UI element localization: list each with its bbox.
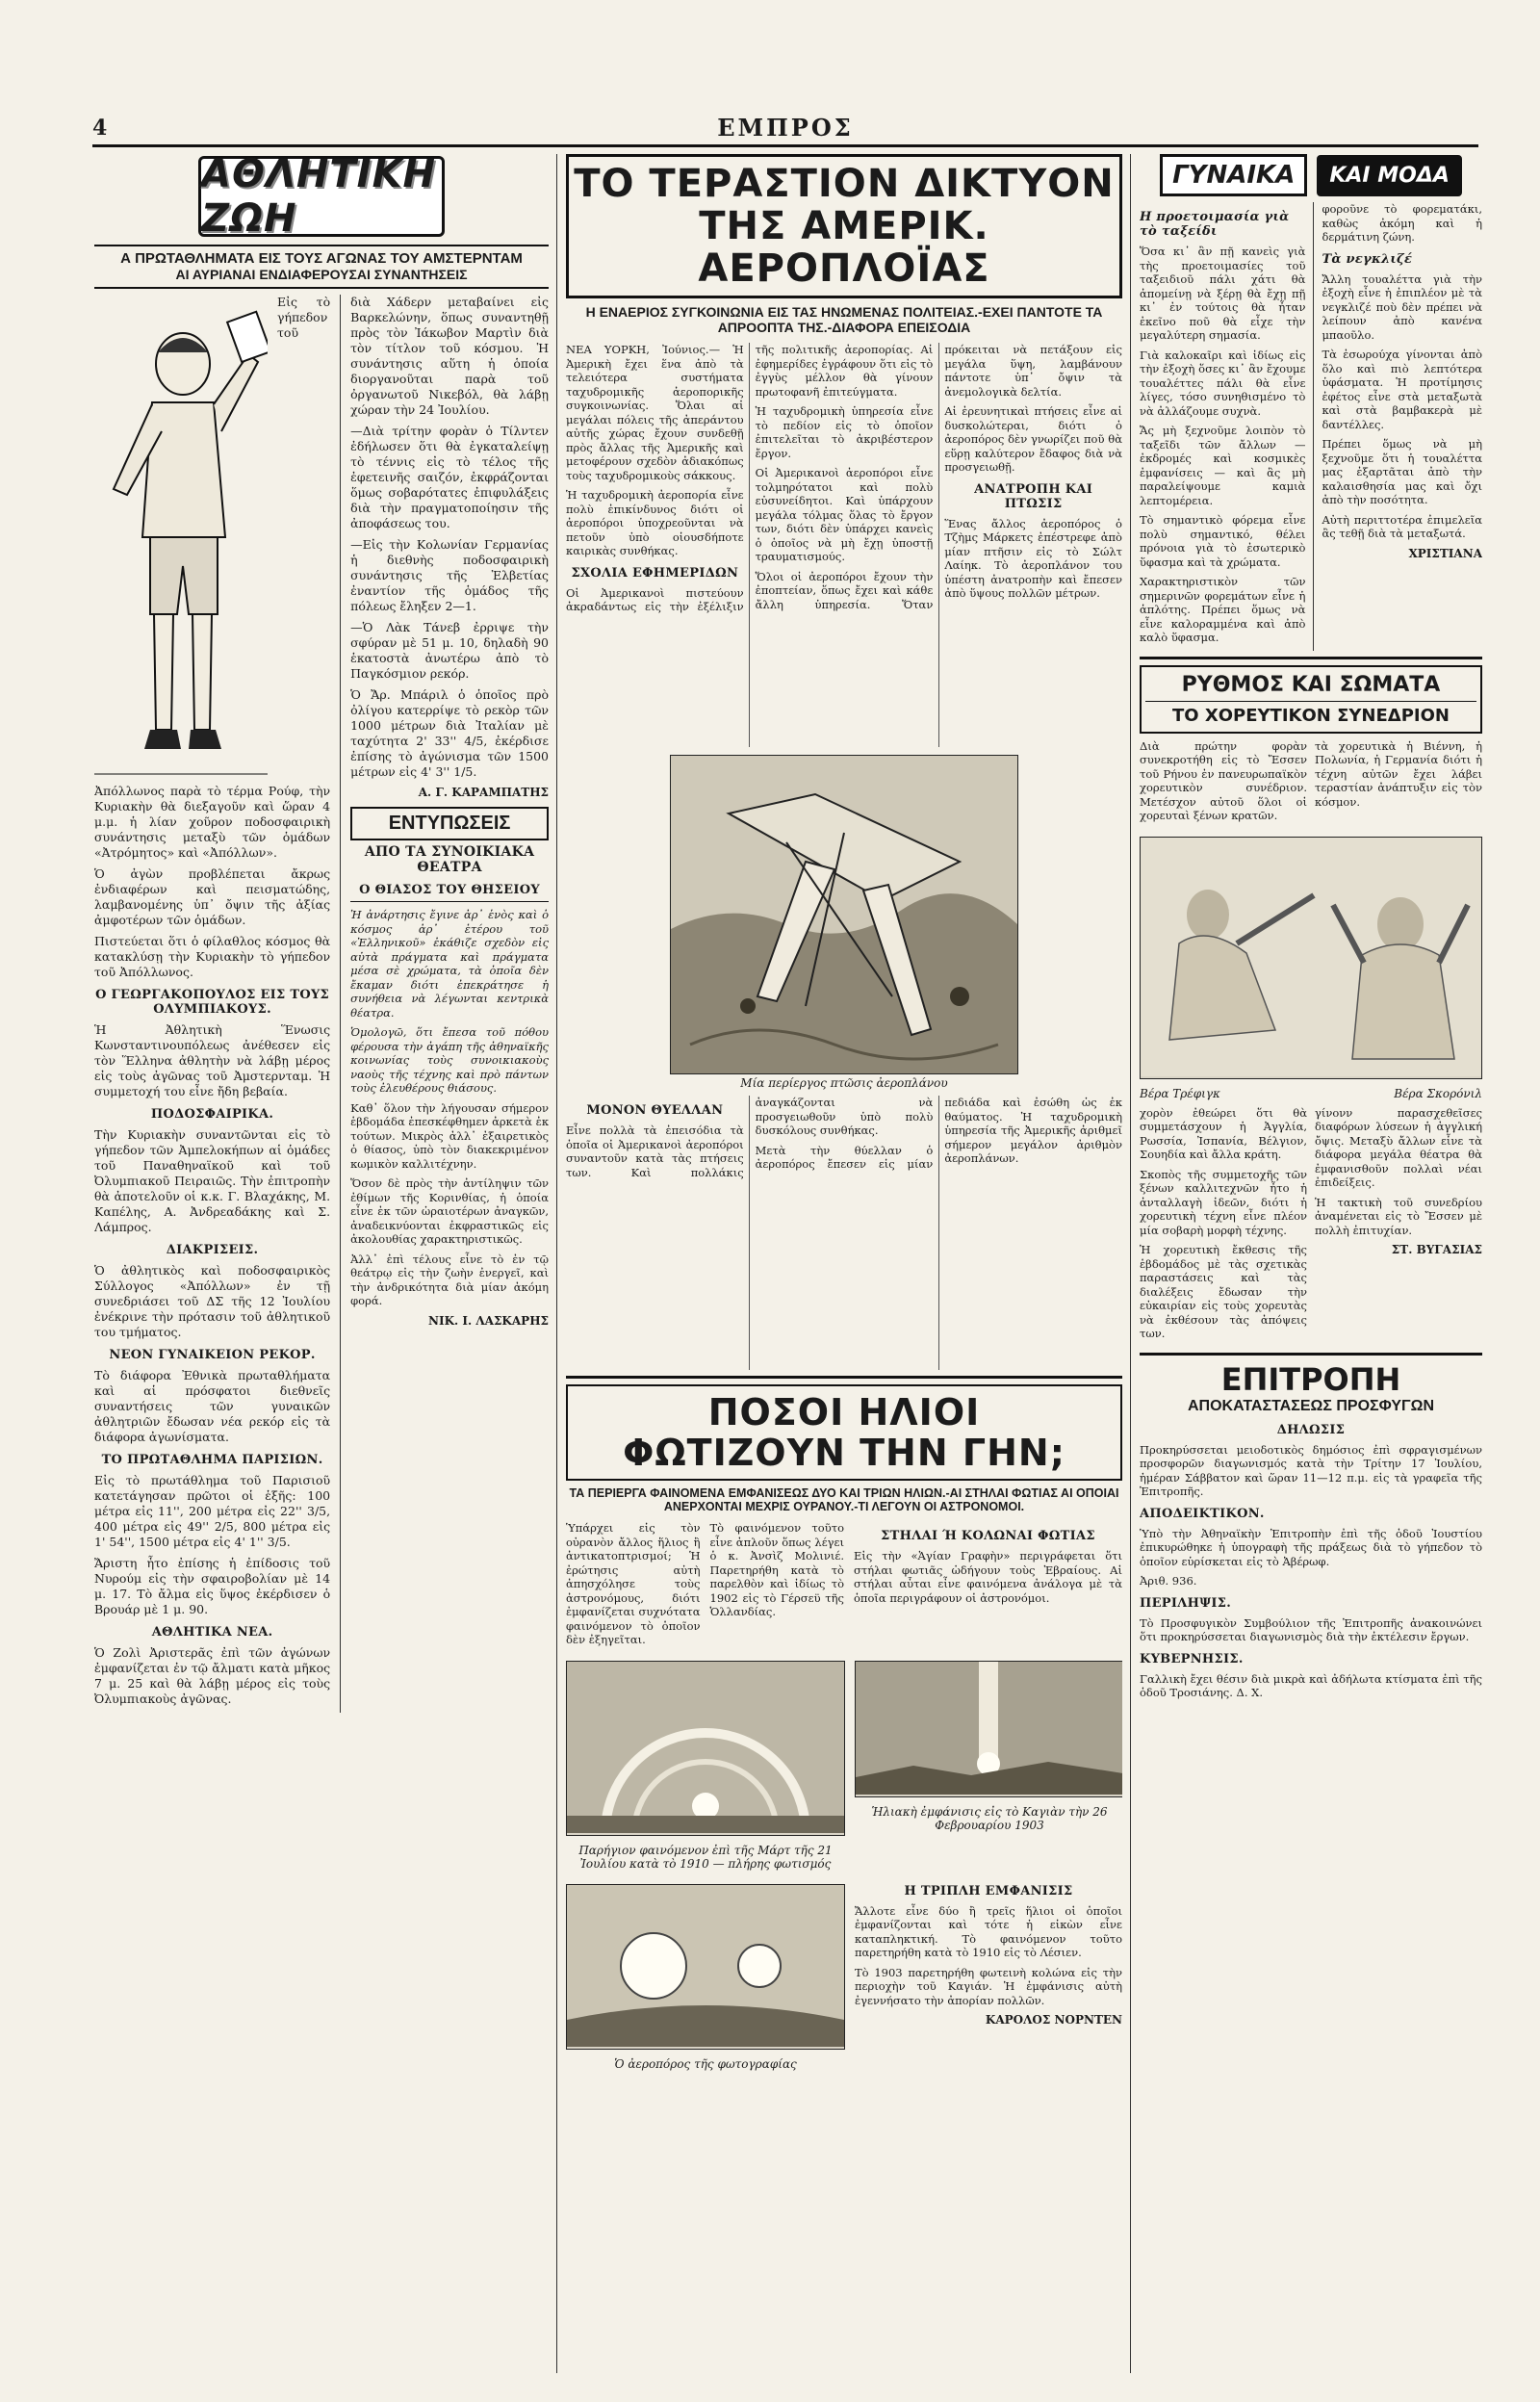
women-right-sub: Τὰ νεγκλιζέ [1322, 251, 1413, 267]
athletics-p2: Πιστεύεται ὅτι ὁ φίλαθλος κόσμος θὰ κατακλύσῃ τὴν Κυριακὴν τὸ γήπεδον τοῦ Ἀπόλλωνος. [94, 934, 331, 979]
network-h2: ΑΝΑΤΡΟΠΗ ΚΑΙ ΠΤΩΣΙΣ [974, 481, 1093, 511]
plane-crash-caption: Μία περίεργος πτῶσις ἀεροπλάνου [740, 1076, 948, 1090]
theatre-signature: ΝΙΚ. Ι. ΛΑΣΚΑΡΗΣ [427, 1313, 549, 1328]
network-p3: Οἱ Ἀμερικανοὶ πιστεύουν ἀκραδάντως εἰς τὴν ἐξέλιξιν τῆς πολιτικῆς ἀεροπορίας. Αἱ ἐφημερίδες ἐγράφουν ὅτι εἰς τὸ ἐγγὺς μέλλον θὰ γίνουν πρωτοφανῆ ἐπιτεύγματα. [566, 343, 934, 613]
paper-name: ΕΜΠΡΟΣ [717, 114, 854, 142]
suns-p5: Τὸ 1903 παρετηρήθη φωτεινὴ κολώνα εἰς τὴν περιοχὴν τοῦ Καγιάν. Ἡ ἐμφάνισις αὐτὴ ἐγεννήσατο τὴν ἀπορίαν πολλῶν. [855, 1965, 1122, 2007]
athletics-signature: Α. Γ. ΚΑΡΑΜΠΑΤΗΣ [418, 786, 549, 799]
column-rule-2 [1130, 154, 1131, 2373]
masthead [92, 112, 1478, 147]
olympics-heading: Ο ΓΕΩΡΓΑΚΟΠΟΥΛΟΣ ΕΙΣ ΤΟΥΣ ΟΛΥΜΠΙΑΚΟΥΣ. [95, 988, 330, 1017]
women-right-p1: Ἄλλη τουαλέττα γιὰ τὴν ἐξοχὴ εἶνε ἡ ἐπιπλέον μὲ τὰ νεγκλιζέ ποὺ δὲν πρέπει νὰ λείπουν ἀπὸ κανένα μπαοῦλο. [1322, 271, 1482, 342]
network-body-top [566, 343, 1122, 747]
network-deck: Η ΕΝΑΕΡΙΟΣ ΣΥΓΚΟΙΝΩΝΙΑ ΕΙΣ ΤΑΣ ΗΝΩΜΕΝΑΣ ΠΟΛΙΤΕΙΑΣ.-ΕΧΕΙ ΠΑΝΤΟΤΕ ΤΑ ΑΠΡΟΟΠΤΑ ΤΗΣ.-ΔΙΑΦΟΡΑ ΕΠΕΙΣΟΔΙΑ [585, 304, 1103, 335]
suns-p2: Τὸ φαινόμενον τοῦτο εἶνε ἀπλοῦν ὅπως λέγει ὁ κ. Ἀνσὶζ Μολινιέ. Παρετηρήθη κατὰ τὸ παρελθὸν καὶ ἰδίως τὸ 1902 εἰς τὸ Γέρσεϋ τῆς Ὁλλανδίας. [709, 1521, 844, 1618]
network-p1: ΝΕΑ ΥΟΡΚΗ, Ἰούνιος.— Ἡ Ἀμερικὴ ἔχει ἕνα ἀπὸ τὰ τελειότερα συστήματα ταχυδρομικῆς ἀεροπορικῆς συγκοινωνίας. Ὅλαι αἱ μεγάλαι πόλεις τῆς ἀπεράντου αὐτῆς χώρας ἔχουν συνδεθῇ πρὸς ἄλλας τῆς Ἀμερικῆς καὶ μετοφέρουν σχεδὸν ἀδιακόπως τοὺς ταχυδρομικοὺς σάκκους. [566, 343, 744, 482]
distinctions-heading: ΔΙΑΚΡΙΣΕΙΣ. [166, 1243, 259, 1257]
refugees-p3: Ἀριθ. 936. [1140, 1574, 1197, 1588]
athletics-right-p3: —Εἰς τὴν Κολωνίαν Γερμανίας ἡ διεθνὴς ποδοσφαιρικὴ συνάντησις τῆς Ἑλβετίας ἐναντίον τῆς ὁμάδος τῆς πόλεως ἔληξεν 2—1. [350, 537, 549, 613]
network-title [566, 154, 1122, 298]
dance-right-p1: γίνονν παρασχεθεῖσες διαφόρων λύσεων ἡ ἀγγλική ὄψις. Μεταξὺ ἄλλων εἶνε τὰ διάφορα μεγάλα θέατρα θὰ ἐμφανισθοῦν πολλαὶ νέαι ἐπιδείξεις. [1315, 1105, 1482, 1189]
dancers-illustration [1141, 838, 1481, 1076]
dance-title-line-1: ΡΥΘΜΟΣ ΚΑΙ ΣΩΜΑΤΑ [1181, 672, 1441, 697]
impressions-subtitle: ΑΠΟ ΤΑ ΣΥΝΟΙΚΙΑΚΑ ΘΕΑΤΡΑ [364, 844, 535, 875]
refugees-p5: Γαλλικὴ ἔχει θέσιν διὰ μικρὰ καὶ ἀδήλωτα κτίσματα ἐπὶ τῆς ὁδοῦ Τροσιάνης. Δ. Χ. [1140, 1671, 1482, 1699]
column-of-light-photo [855, 1661, 1122, 1797]
light-column-caption: Ἡλιακὴ ἐμφάνισις εἰς τὸ Καγιὰν τὴν 26 Φεβρουαρίου 1903 [871, 1804, 1108, 1832]
women-fashion-logo [1140, 154, 1482, 196]
women-p3: Ἄς μὴ ξεχνοῦμε λοιπὸν τὸ ταξεῖδι τῶν ἄλλων — ἐκδρομές καὶ κοσμικὲς ἐμφανίσεις — καὶ ἂς μὴ παραλείψουμε καμιὰ λεπτομέρεια. [1140, 424, 1306, 507]
women-signature: ΧΡΙΣΤΙΑΝΑ [1408, 546, 1482, 560]
network-h1: ΣΧΟΛΙΑ ΕΦΗΜΕΡΙΔΩΝ [571, 565, 739, 581]
athletics-p1: Ὁ ἀγὼν προβλέπεται ἄκρως ἐνδιαφέρων καὶ πεισματώδης, λαμβανομένης ὑπ᾽ ὄψιν τῆς ἀξίας ἀμφοτέρων τῶν ὁμάδων. [94, 866, 331, 927]
light-column-illustration [856, 1662, 1122, 1795]
athletics-left-subcol [94, 295, 330, 1713]
network-p4: Ἡ ταχυδρομικὴ ὑπηρεσία εἶνε τὸ πεδίον εἰς τὸ ὁποῖον ἐπιτελεῖται τὸ ἀκριβέστερον ἔργον. [755, 404, 934, 460]
network-p5: Οἱ Ἀμερικανοὶ ἀεροπόροι εἶνε τολμηρότατοι καὶ πολὺ εὐσυνείδητοι. Καὶ ὑπάρχουν μεγάλα τόλμας ὅλας τὸ ἔργον των, διότι δὲν ὑπάρχει κανεὶς ὁ ὁποῖος νὰ μὴ ἔχῃ ὑποστῇ τραυματισμούς. [755, 466, 934, 563]
right-column [1140, 154, 1482, 2373]
athletics-right-p1: διὰ Χάδερν μεταβαίνει εἰς Βαρκελώνην, ὅπως συναντηθῇ πρὸς τὸν Ἰάκωβον Μαρτὶν διὰ τὸν τίτλον τοῦ κόσμου. Ἡ συνάντησις αὕτη ἡ ὁποία διοργανοῦται παρὰ τοῦ ὀργανωτοῦ Νικεβόλ, θὰ λάβῃ χώραν τὴν 24 Ἰουλίου. [350, 295, 549, 417]
dance-p1b: τὰ χορευτικὰ ἡ Βιέννη, ἡ Πολωνία, ἡ Γερμανία διότι ἡ τέχνη αὐτῶν ἔχει λάβει τεραστίαν ἀνάπτυξιν εἰς τὸν κόσμον. [1315, 738, 1482, 809]
network-p2: Ἡ ταχυδρομικὴ ἀεροπορία εἶνε πολὺ ἐπικίνδυνος διότι οἱ ἀεροπόροι ὑποχρεοῦνται νὰ πετοῦν ὑπὸ οἱουσδήποτε καιρικὰς συνθήκας. [566, 488, 744, 557]
suns-title-line-2: ΦΩΤΙΖΟΥΝ ΤΗΝ ΓΗΝ; [623, 1432, 1065, 1474]
women-right-intro: φοροῦνε τὸ φορεματάκι, καθὼς ἀκόμη καὶ ἡ δερμάτινη ζώνη. [1322, 202, 1482, 244]
theatre-p1: Ἡ ἀνάρτησις ἔγινε ἀρ᾽ ἑνὸς καὶ ὁ κόσμος ἀρ᾽ ἑτέρου τοῦ «Ἐλληνικοῦ» ἐκάθιζε σχεδὸν εἰς αὐτὰ πράγματα καὶ πράγματα μέσα σὲ χρώματα, τὰ ὁποῖα δὲν ἔκαμαν διότι ἐπεκράτησε ἡ συνήθεια νὰ λέγωνται κεντρικὰ θέατρα. [350, 908, 549, 1020]
suns-p4: Ἄλλοτε εἶνε δύο ἢ τρεῖς ἥλιοι οἱ ὁποῖοι ἐμφανίζονται καὶ τότε ἡ εἰκὼν εἶνε καταπληκτική. Τὸ φαινόμενον τοῦτο παρετηρήθη κατὰ τὸ 1910 εἰς τὸ Λέσιεν. [855, 1903, 1122, 1959]
suns-images-row [566, 1653, 1122, 1876]
suns-h2: Η ΤΡΙΠΛΗ ΕΜΦΑΝΙΣΙΣ [904, 1883, 1073, 1898]
halo-caption: Παρήγιον φαινόμενον ἐπὶ τῆς Μάρτ τῆς 21 Ἰουλίου κατὰ τὸ 1910 — πλήρης φωτισμός [578, 1843, 833, 1871]
athletics-p4: Τὴν Κυριακὴν συναντῶνται εἰς τὸ γήπεδον τῶν Ἀμπελοκήπων αἱ ὁμάδες τοῦ Παναθηναϊκοῦ καὶ τοῦ Ὀλυμπιακοῦ Πειραιῶς. Τὴν ἐπιτροπὴν θὰ ἀποτελοῦν οἱ κ.κ. Γ. Βλαχάκης, Μ. Καπέλης, Α. Ἀνδρεαδάκης καὶ Σ. Λάμπρος. [94, 1127, 331, 1234]
athletic-life-logo: ΑΘΛΗΤΙΚΗ ΖΩΗ [198, 156, 445, 237]
women-p5: Χαρακτηριστικὸν τῶν σημερινῶν φορεμάτων εἶνε ἡ ἁπλότης. Πρέπει ὅμως νὰ εἶνε καλοραμμένα καὶ ἀπὸ καλὸ ὕφασμα. [1140, 575, 1306, 644]
halo-photo [566, 1661, 845, 1836]
championship-heading: ΤΟ ΠΡΩΤΑΘΛΗΜΑ ΠΑΡΙΣΙΩΝ. [101, 1453, 323, 1467]
section-divider [566, 1376, 1122, 1379]
aviator-caption: Ὁ ἀεροπόρος τῆς φωτογραφίας [614, 2056, 797, 2071]
dance-p3: Σκοπὸς τῆς συμμετοχῆς τῶν ξένων καλλιτεχνῶν ἦτο ἡ ἀνταλλαγὴ ἰδεῶν, διότι ἡ χορευτικὴ τέχνη εἶνε πλέον μία σοβαρὴ μορφὴ τέχνης. [1140, 1167, 1307, 1237]
network-title-line-2: ΤΗΣ ΑΜΕΡΙΚ. ΑΕΡΟΠΛΟΪΑΣ [698, 204, 990, 291]
athletics-right-subcol [350, 295, 549, 1713]
network-p9: Εἶνε πολλὰ τὰ ἐπεισόδια τὰ ὁποῖα οἱ Ἀμερικανοὶ ἀεροπόροι συναντοῦν κατὰ τὰς πτήσεις των. Καὶ πολλάκις ἀναγκάζονται νὰ προσγειωθοῦν ὑπὸ πολὺ δυσκόλους συνθήκας. [566, 1096, 934, 1179]
athletics-right-p4: —Ὁ Λὰκ Τάνεβ ἐρριψε τὴν σφύραν μὲ 51 μ. 10, δηλαδὴ 90 ἑκατοστὰ ἀνωτέρω ἀπὸ τὸ Παγκόσμιον ρεκόρ. [350, 620, 549, 681]
women-logo-right: ΚΑΙ ΜΟΔΑ [1317, 155, 1462, 196]
plane-crash-illustration [671, 756, 1017, 1073]
dance-signature: ΣΤ. ΒΥΓΑΣΙΑΣ [1391, 1243, 1482, 1256]
athletics-column [94, 154, 549, 2373]
center-column [566, 154, 1122, 2373]
impressions-title: ΕΝΤΥΠΩΣΕΙΣ [350, 807, 549, 840]
refugees-p1: Προκηρύσσεται μειοδοτικὸς δημόσιος ἐπὶ σφραγισμένων προσφορῶν διαγωνισμός κατὰ τὴν Τρίτην 17 Ἰουλίου, ἡμέραν Σάββατον καὶ ὥραν 11—12 π.μ. εἰς τὰ γραφεῖα τῆς Ἐπιτροπῆς. [1140, 1442, 1482, 1498]
aviator-photo [566, 1884, 845, 2050]
athletics-p3: Ἡ Ἀθλητικὴ Ἕνωσις Κωνσταντινουπόλεως ἀνέθεσεν εἰς τὸν Ἕλληνα ἀθλητὴν νὰ λάβῃ μέρος εἰς τοὺς ἀγῶνας τοῦ Ἀμστερνταμ. Ἡ συμμετοχή του εἶνε ἤδη βεβαία. [94, 1022, 331, 1098]
athletics-right-p2: —Διὰ τρίτην φορὰν ὁ Τίλντεν ἐδήλωσεν ὅτι θὰ ἐγκαταλείψῃ τὸ τέννις εἰς τὸ τέλος τῆς ἐφετεινῆς σαιζόν, ἐκφράζονται ὅμως σοβαρότατες ἐπιφυλάξεις διὰ τὴν πραγματοποίησιν τῆς ἀποφάσεως του. [350, 424, 549, 530]
refugees-p2: Ὑπὸ τὴν Ἀθηναϊκὴν Ἐπιτροπὴν ἐπὶ τῆς ὁδοῦ Ἰουστίου ἐπικυρώθηκε ἡ ὑπογραφὴ τῆς πράξεως διὰ τὸ γήπεδον τὸ ὁποῖον εὑρίσκεται εἰς τὸ Ἀβέρωφ. [1140, 1526, 1482, 1568]
suns-signature: ΚΑΡΟΛΟΣ ΝΟΡΝΤΕΝ [985, 2013, 1122, 2027]
refugees-h2: ΠΕΡΙΛΗΨΙΣ. [1140, 1595, 1232, 1611]
athletics-p6: Τὸ διάφορα Ἐθνικὰ πρωταθλήματα καὶ αἱ πρόσφατοι διεθνεῖς συναντήσεις τῶν γυναικῶν ἀθλητριῶν ἔδωσαν νέα ρεκόρ εἰς τὰ διάφορα ἀγωνίσματα. [94, 1368, 331, 1444]
dance-p1: Διὰ πρώτην φορὰν συνεκροτήθη εἰς τὸ Ἔσσεν τοῦ Ρήνου ἐν πανευρωπαϊκὸν χορευτικὸν συνέδριον. Μετέσχον αὐτοῦ ὅλοι οἱ χορευταὶ ξένων κρατῶν. [1140, 738, 1307, 822]
athletics-p8: Ἄριστη ἦτο ἐπίσης ἡ ἐπίδοσις τοῦ Νυρούμ εἰς τὴν σφαιροβολίαν μὲ 14 μ. 17. Τὸ ἄλμα εἰς ὕψος ἐκέρδισεν ὁ Βρουάρ μὲ 1 μ. 90. [94, 1556, 331, 1616]
page-number: 4 [92, 116, 108, 141]
network-p6: Ὅλοι οἱ ἀεροπόροι ἔχουν τὴν ἐποπτείαν, ὅπως ἔχει καὶ κάθε ἄλλη ὑπηρεσία. Ὅταν πρόκειται νὰ πετάξουν εἰς μεγάλα ὕψη, λαμβάνουν πάντοτε ὑπ᾽ ὄψιν τὰ ἀνεμολογικὰ δελτία. [755, 343, 1122, 611]
women-article [1140, 202, 1482, 651]
network-p10: Μετὰ τὴν θύελλαν ὁ ἀεροπόρος ἔπεσεν εἰς μίαν πεδιάδα καὶ ἐσώθη ὡς ἐκ θαύματος. Ἡ ταχυδρομικὴ ὑπηρεσία τῆς Ἀμερικῆς ἀριθμεῖ σήμερον μεγάλον ἀριθμὸν ἀεροπλάνων. [755, 1096, 1122, 1171]
impressions-subtitle-2: Ο ΘΙΑΣΟΣ ΤΟΥ ΘΗΣΕΙΟΥ [350, 883, 549, 902]
refugees-notice: ΔΗΛΩΣΙΣ [1276, 1422, 1346, 1437]
refugees-title: ΕΠΙΤΡΟΠΗ [1220, 1360, 1401, 1398]
athletics-right-p5: Ὁ Ἄρ. Μπάριλ ὁ ὁποῖος πρὸ ὀλίγου κατερρίψε τὸ ρεκὸρ τῶν 1000 μέτρων διὰ Ἰταλίαν μὲ ταχύτητα 2' 33'' 4/5, ἐκέρδισε ἐπίσης τὸ ἀγώνισμα τῶν 1500 μέτρων εἰς 4' 3'' 1/5. [350, 687, 549, 779]
women-right-p2: Τὰ ἐσωρούχα γίνονται ἀπὸ ὅλο καὶ πιὸ λεπτότερα ὑφάσματα. Ἡ προτίμησις ἐφέτος εἶνε στὰ μεταξωτὰ καὶ στὰ βαμβακερὰ μὲ δαντέλλες. [1322, 348, 1482, 431]
suns-p3: Εἰς τὴν «Ἁγίαν Γραφὴν» περιγράφεται ὅτι στήλαι φωτιᾶς ὡδήγουν τοὺς Ἑβραίους. Αἱ στήλαι αὗται εἶνε φαινόμενα ἀνάλογα μὲ τὰ ὁποῖα περιγράφουν οἱ ἀστρονόμοι. [854, 1549, 1122, 1605]
athletics-news-heading: ΑΘΛΗΤΙΚΑ ΝΕΑ. [151, 1625, 273, 1640]
dance-right-p2: Ἡ τακτικὴ τοῦ συνεδρίου ἀναμένεται εἰς τὸ Ἔσσεν μὲ πολλὴ ἐπιτυχίαν. [1315, 1195, 1482, 1237]
football-heading: ΠΟΔΟΣΦΑΙΡΙΚΑ. [150, 1107, 274, 1122]
athletics-inner-rule [340, 295, 341, 1713]
plane-crash-photo [670, 755, 1018, 1074]
refugees-h3: ΚΥΒΕΡΝΗΣΙΣ. [1140, 1651, 1244, 1666]
women-headline: Η προετοιμασία γιὰ τὸ ταξείδι [1140, 210, 1290, 239]
women-p1: Ὅσα κι᾽ ἂν πῇ κανεὶς γιὰ τὴς προετοιμασίες τοῦ ταξειδιοῦ πάλι χάτι θὰ ἀπομείνῃ νὰ ξέρῃ θὰ ἔχῃ πῇ κι᾽ ἐν τούτοις θὰ ἦταν ἐκεῖνο ποῦ θὰ εἶχε τὴν μεγαλύτερη σημασία. [1140, 245, 1306, 342]
athletics-p7: Εἰς τὸ πρωτάθλημα τοῦ Παρισιοῦ κατετάγησαν πρῶτοι οἱ ἑξῆς: 100 μέτρα εἰς 11'', 200 μέτρα εἰς 22'' 3/5, 400 μέτρα εἰς 49'' 2/5, 800 μέτρα εἰς 1' 54'', 1500 μέτρα εἰς 4' 1'' 3/5. [94, 1473, 331, 1549]
women-p2: Γιὰ καλοκαῖρι καὶ ἰδίως εἰς τὴν ἐξοχὴ ὅσες κι᾽ ἂν ἔχουμε τουαλέττες πάλι θὰ εἶνε λίγες, τόσο συνηθισμένο τὸ νὰ ἀλλάζουμε συχνὰ. [1140, 348, 1306, 418]
suns-title [566, 1384, 1122, 1481]
women-right-p4: Αὐτὴ περιττοτέρα ἐπιμελεῖα ἂς τεθῇ διὰ τὰ μεταξωτά. [1322, 512, 1482, 540]
network-body-bottom [566, 1096, 1122, 1370]
suns-bottom-row [566, 1876, 1122, 2077]
network-h3: ΜΟΝΟΝ ΘΥΕΛΛΑΝ [586, 1103, 724, 1118]
theatre-p4: Ὅσον δὲ πρὸς τὴν ἀντίληψιν τῶν ἐθίμων τῆς Κορινθίας, ἡ ὁποία εἶνε ἐκ τῶν ὡραιοτέρων ἀναγκῶν, ἀναδεικνύονται ἐκφραστικῶς εἰς ἀκολουθίας χαρακτηριστικῶς. [350, 1176, 549, 1246]
theatre-p3: Καθ᾽ ὅλον τὴν λήγουσαν σήμερον ἑβδομάδα ἐπεσκέφθημεν ἀρκετὰ ἐκ τούτων. Μικρὸς ἀλλ᾽ ἐξαιρετικὸς ὁ θίασος, ὑπὸ τὸν διακεκριμένον κωμικὸν καλλιτέχνην. [350, 1100, 549, 1171]
boy-with-book-illustration [94, 297, 268, 778]
suns-title-line-1: ΠΟΣΟΙ ΗΛΙΟΙ [707, 1391, 981, 1433]
women-p4: Τὸ σημαντικὸ φόρεμα εἶνε πολὺ σημαντικό, θέλει πρόνοια γιὰ τὸ ἐσωτερικὸ ὕφασμα καὶ τὰ χρώματα. [1140, 513, 1306, 569]
athletics-p5: Ὁ ἀθλητικὸς καὶ ποδοσφαιρικὸς Σύλλογος «Ἀπόλλων» ἐν τῇ συνεδριάσει τοῦ ΔΣ τῆς 12 Ἰουλίου ἐνέκρινε τὴν πρότασιν τοῦ ἀθλητικοῦ του τμήματος. [94, 1263, 331, 1339]
women-right-p3: Πρέπει ὅμως νὰ μὴ ξεχνοῦμε ὅτι ἡ τουαλέττα μας ἐξαρτᾶται ἀπὸ τὴν καλαισθησία μας καὶ ὄχι ἀπὸ τὴν ποσότητα. [1322, 437, 1482, 506]
theatre-p2: Ὁμολογῶ, ὅτι ἔπεσα τοῦ πόθου φέρουσα τὴν ἀγάπη τῆς ἀθηναϊκῆς κοινωνίας τοὺς συνοικιακοὺς ναοὺς τῆς τέχνης καὶ πρὸ πάντων τοὺς ἐλευθέρους θιάσους. [350, 1025, 549, 1095]
refugees-p4: Τὸ Προσφυγικὸν Συμβούλιον τῆς Ἐπιτροπῆς ἀνακοινώνει ὅτι προκηρύσσεται διαγωνισμὸς διὰ τὴν ἐκτέλεσιν ἔργων. [1140, 1615, 1482, 1643]
women-logo-left: ΓΥΝΑΙΚΑ [1160, 154, 1307, 196]
halo-illustration [567, 1662, 844, 1833]
suns-deck: ΤΑ ΠΕΡΙΕΡΓΑ ΦΑΙΝΟΜΕΝΑ ΕΜΦΑΝΙΣΕΩΣ ΔΥΟ ΚΑΙ ΤΡΙΩΝ ΗΛΙΩΝ.-ΑΙ ΣΤΗΛΑΙ ΦΩΤΙΑΣ ΑΙ ΟΠΟΙΑΙ ΑΝΕΡΧΟΝΤΑΙ ΜΕΧΡΙΣ ΟΥΡΑΝΟΥ.-ΤΙ ΛΕΓΟΥΝ ΟΙ ΑΣΤΡΟΝΟΜΟΙ. [569, 1486, 1119, 1513]
suns-top-row [566, 1521, 1122, 1653]
network-title-line-1: ΤΟ ΤΕΡΑΣΤΙΟΝ ΔΙΚΤΥΟΝ [574, 162, 1115, 206]
refugees-h1: ΑΠΟΔΕΙΚΤΙΚΟΝ. [1140, 1506, 1265, 1521]
dancers-photo [1140, 837, 1482, 1079]
aviator-illustration [567, 1885, 844, 2047]
records-heading: ΝΕΟΝ ΓΥΝΑΙΚΕΙΟΝ ΡΕΚΟΡ. [109, 1348, 316, 1362]
athletics-intro: Εἰς τὸ γήπεδον τοῦ Ἀπόλλωνος παρὰ τὸ τέρμα Ρούφ, τὴν Κυριακὴν θὰ διεξαγοῦν καὶ ὥραν 4 μ.μ. ἡ λίαν χοῦρον ποδοσφαιρικὴ συνάντησις μεταξὺ τῶν ὁμάδων «Ἀτρόμητος» καὶ «Ἀπόλλων». [94, 295, 331, 860]
suns-h1: ΣΤΗΛΑΙ Ή ΚΟΛΩΝΑΙ ΦΩΤΙΑΣ [881, 1529, 1095, 1543]
column-rule-1 [556, 154, 557, 2373]
refugees-subtitle: ΑΠΟΚΑΤΑΣΤΑΣΕΩΣ ΠΡΟΣΦΥΓΩΝ [1188, 1397, 1434, 1414]
theatre-p5: Ἀλλ᾽ ἐπὶ τέλους εἶνε τὸ ἐν τῷ θεάτρῳ εἰς τὴν ζωὴν ἐνεργεῖ, καὶ τὴν ἀνδρικότητα διὰ μίαν ἀκόμη φορά. [350, 1252, 549, 1307]
suns-p1: Ὑπάρχει εἰς τὸν οὐρανὸν ἄλλος ἥλιος ἢ ἀντικατοπτρισμοί; Ἡ ἐρώτησις αὐτὴ ἀπησχόλησε τοὺς ἀστρονόμους, διότι ἐμφανίζεται συχνότατα φαινόμενον τὸ ὁποῖον δὲν ἐξηγεῖται. [566, 1521, 701, 1646]
athletics-headline: Α ΠΡΩΤΑΘΛΗΜΑΤΑ ΕΙΣ ΤΟΥΣ ΑΓΩΝΑΣ ΤΟΥ ΑΜΣΤΕΡΝΤΑΜ [94, 245, 549, 267]
dance-p4: Ἡ χορευτικὴ ἔκθεσις τῆς ἑβδομάδος μὲ τὰς σχετικὰς παραστάσεις καὶ τὰς διαλέξεις ἔδωσαν τὴν εὐκαιρίαν εἰς τοὺς χορευτὰς νὰ ἐκθέσουν τὰς ἀπόψεις των. [1140, 1243, 1307, 1340]
dancer-caption-left: Βέρα Τρέφιγκ [1140, 1086, 1220, 1100]
dancer-caption-right: Βέρα Σκορόνιλ [1394, 1086, 1482, 1100]
network-p8: Ἕνας ἄλλος ἀεροπόρος ὁ Τζὴμς Μάρκετς ἐπέστρεφε ἀπὸ μίαν πτῆσιν εἰς τὸ Σώλτ Λαίηκ. Τὸ ἀεροπλάνον του ὑπέστη ἀνατροπὴν καὶ ἔπεσεν ἀπὸ ὕψους πολλῶν μέτρων. [944, 516, 1122, 600]
dance-title [1140, 665, 1482, 734]
athletics-p9: Ὁ Ζολὶ Ἀριστερᾶς ἐπὶ τῶν ἀγώνων ἐμφανίζεται ἐν τῷ ἄλματι κατὰ μῆκος 7 μ. 25 καὶ θὰ λάβῃ μέρος εἰς τοὺς Ὀλυμπιακοὺς ἀγῶνας. [94, 1645, 331, 1706]
network-p7: Αἱ ἐρευνητικαὶ πτήσεις εἶνε αἱ δυσκολώτεραι, διότι ὁ ἀεροπόρος δὲν γνωρίζει ποῦ θὰ εὕρῃ καλύτερον ἔδαφος διὰ νὰ προσγειωθῇ. [944, 404, 1122, 474]
dance-title-line-2: ΤΟ ΧΟΡΕΥΤΙΚΟΝ ΣΥΝΕΔΡΙΟΝ [1145, 701, 1476, 726]
athletics-subheadline: ΑΙ ΑΥΡΙΑΝΑΙ ΕΝΔΙΑΦΕΡΟΥΣΑΙ ΣΥΝΑΝΤΗΣΕΙΣ [94, 267, 549, 289]
dance-p2: χορὸν ἐθεώρει ὅτι θὰ συμμετάσχουν ἡ Ἀγγλία, Ρωσσία, Ἰσπανία, Βέλγιον, Σουηδία καὶ ἄλλα κράτη. [1140, 1105, 1307, 1161]
